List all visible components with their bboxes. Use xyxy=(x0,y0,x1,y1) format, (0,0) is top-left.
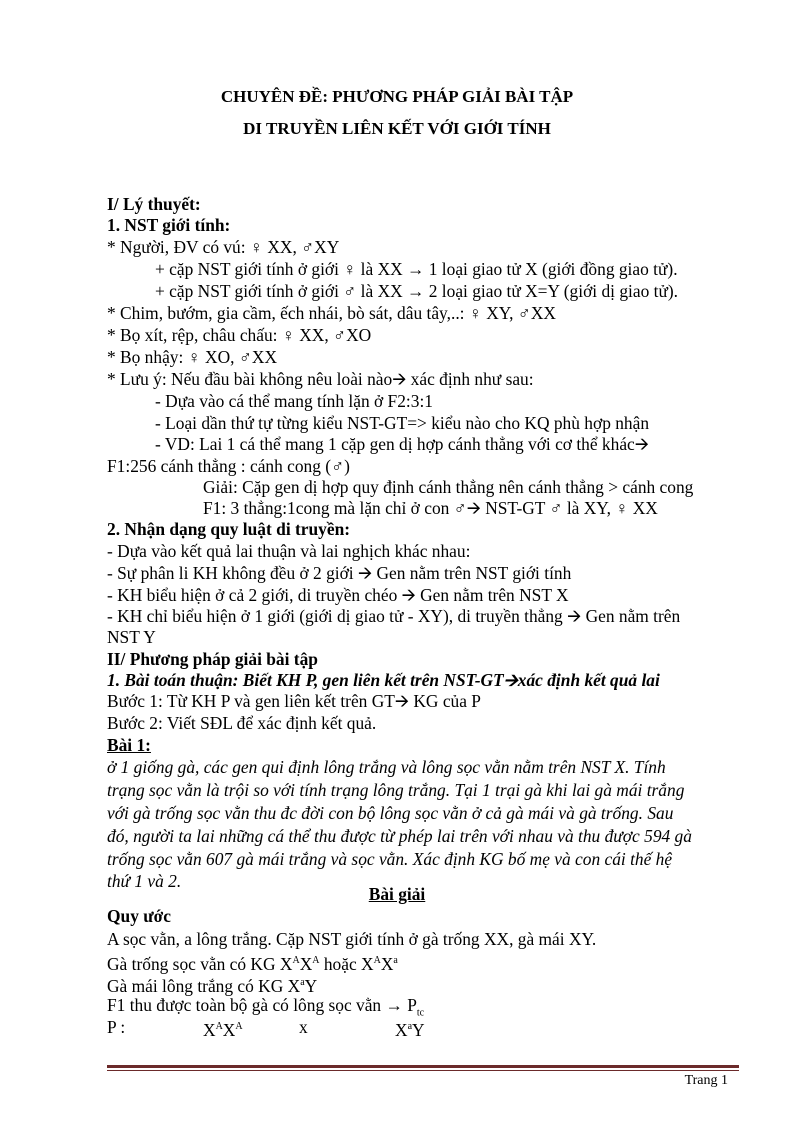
text-line: * Lưu ý: Nếu đầu bài không nêu loài nào🡪 xác định như sau: xyxy=(107,369,534,389)
text-line: * Chim, bướm, gia cầm, ếch nhái, bò sát, dâu tây,..: ♀ XY, ♂XX xyxy=(107,303,556,323)
text-line: F1:256 cánh thẳng : cánh cong (♂) xyxy=(107,456,350,476)
text-line: - KH biểu hiện ở cả 2 giới, di truyền chéo 🡪 Gen nằm trên NST X xyxy=(107,585,569,605)
text-line: Bước 2: Viết SĐL để xác định kết quả. xyxy=(107,713,377,733)
text-line: * Bọ nhậy: ♀ XO, ♂XX xyxy=(107,347,278,367)
exercise-label: Bài 1: xyxy=(107,735,151,755)
text-line: NST Y xyxy=(107,627,156,647)
text-line: - Dựa vào kết quả lai thuận và lai nghịch khác nhau: xyxy=(107,541,471,561)
text-line: - VD: Lai 1 cá thể mang 1 cặp gen dị hợp cánh thẳng với cơ thể khác🡪 xyxy=(155,434,649,454)
exercise-text: ở 1 giống gà, các gen qui định lông trắng và lông sọc vằn nằm trên NST X. Tính xyxy=(107,757,666,777)
text-line: A sọc vằn, a lông trắng. Cặp NST giới tính ở gà trống XX, gà mái XY. xyxy=(107,929,597,949)
text-line: - Dựa vào cá thể mang tính lặn ở F2:3:1 xyxy=(155,391,433,411)
title-line-1: CHUYÊN ĐỀ: PHƯƠNG PHÁP GIẢI BÀI TẬP xyxy=(220,87,574,106)
exercise-text: thứ 1 và 2. xyxy=(107,871,182,891)
genotype-hen-line: Gà mái lông trắng có KG $X^aY$ xyxy=(107,975,318,996)
p-genotype-rooster: $X^AX^A$ xyxy=(203,1019,243,1040)
section-heading-method: II/ Phương pháp giải bài tập xyxy=(107,649,318,669)
text-line: + cặp NST giới tính ở giới ♀ là XX → 1 loại giao tử X (giới đồng giao tử). xyxy=(155,259,678,279)
genotype-rooster-line: Gà trống sọc vằn có KG $X^AX^A$ hoặc $X^AX^a$ xyxy=(107,953,398,974)
text-line: + cặp NST giới tính ở giới ♂ là XX → 2 loại giao tử X=Y (giới dị giao tử). xyxy=(155,281,679,301)
text-line: Bước 1: Từ KH P và gen liên kết trên GT🡪 KG của P xyxy=(107,691,481,711)
page-number: Trang 1 xyxy=(684,1073,728,1088)
text-line: * Bọ xít, rệp, châu chấu: ♀ XX, ♂XO xyxy=(107,325,372,345)
exercise-text: trống sọc vằn 607 gà mái trắng và sọc vằn. Xác định KG bố mẹ và con cái thế hệ xyxy=(107,849,673,869)
text-line: - Sự phân li KH không đều ở 2 giới 🡪 Gen nằm trên NST giới tính xyxy=(107,563,572,583)
p-cross-label: P : xyxy=(107,1017,126,1037)
footer-divider-thin xyxy=(107,1070,739,1071)
title-line-2: DI TRUYỀN LIÊN KẾT VỚI GIỚI TÍNH xyxy=(243,119,551,138)
text-line: Giải: Cặp gen dị hợp quy định cánh thẳng nên cánh thẳng > cánh cong xyxy=(203,477,694,497)
text-line: F1: 3 thẳng:1cong mà lặn chỉ ở con ♂🡪 NST-GT ♂ là XY, ♀ XX xyxy=(203,498,658,518)
p-genotype-hen: $X^aY$ xyxy=(395,1019,425,1040)
text-line: - KH chỉ biểu hiện ở 1 giới (giới dị giao tử - XY), di truyền thẳng 🡪 Gen nằm trên xyxy=(107,606,681,626)
subheading-forward-problem: 1. Bài toán thuận: Biết KH P, gen liên kết trên NST-GT🡪xác định kết quả lai xyxy=(107,670,660,690)
exercise-text: đó, người ta lai những cá thể thu được từ phép lai trên với nhau và thu được 594 gà xyxy=(107,826,692,846)
section-heading-theory: I/ Lý thuyết: xyxy=(107,194,201,214)
footer-divider xyxy=(107,1065,739,1068)
convention-heading: Quy ước xyxy=(107,906,172,926)
subheading-inheritance-patterns: 2. Nhận dạng quy luật di truyền: xyxy=(107,519,351,539)
solution-heading: Bài giải xyxy=(368,884,426,904)
subheading-sex-chromosome: 1. NST giới tính: xyxy=(107,215,231,235)
exercise-text: với gà trống sọc vằn thu đc đời con bộ lông sọc vằn ở cả gà mái và gà trống. Sau xyxy=(107,803,674,823)
p-cross-symbol: x xyxy=(299,1017,308,1037)
text-line: * Người, ĐV có vú: ♀ XX, ♂XY xyxy=(107,237,340,257)
f1-line: F1 thu được toàn bộ gà có lông sọc vằn → $P_{tc}$ xyxy=(107,995,425,1019)
text-line: - Loại dần thứ tự từng kiểu NST-GT=> kiểu nào cho KQ phù hợp nhận xyxy=(155,413,650,433)
exercise-text: trạng sọc vằn là trội so với tính trạng lông trắng. Tại 1 trại gà khi lai gà mái trắng xyxy=(107,780,685,800)
